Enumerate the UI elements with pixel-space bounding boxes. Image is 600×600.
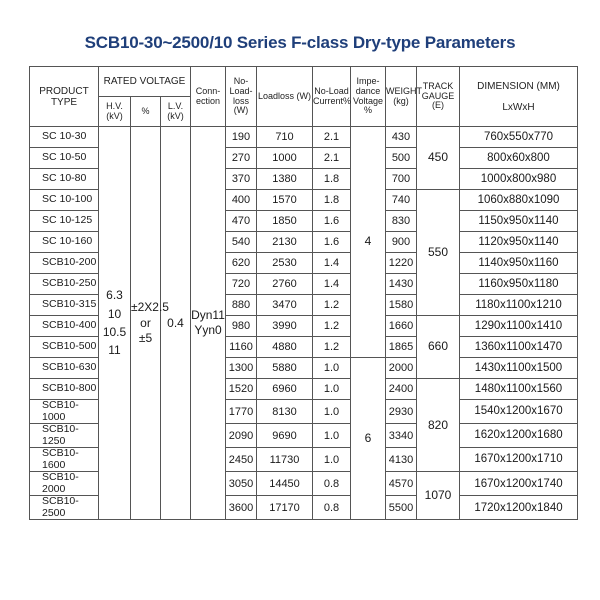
cell-dimension: 1180x1100x1210 (460, 295, 578, 316)
header-track-gauge: TRACK GAUGE (E) (417, 67, 460, 127)
cell-loadloss: 1570 (257, 190, 313, 211)
cell-noload-loss: 2450 (226, 448, 257, 472)
pct-value: ±2X2.5 (131, 300, 169, 315)
cell-noload-loss: 1770 (226, 400, 257, 424)
cell-dimension: 1360x1100x1470 (460, 337, 578, 358)
cell-loadloss: 14450 (257, 472, 313, 496)
header-connection: Conn- ection (191, 67, 226, 127)
cell-loadloss: 5880 (257, 358, 313, 379)
cell-weight: 5500 (386, 496, 417, 520)
header-lv: L.V. (kV) (161, 97, 191, 127)
cell-noload-current: 1.2 (313, 295, 351, 316)
cell-weight: 500 (386, 148, 417, 169)
header-noload-loss: No- Load- loss (W) (226, 67, 257, 127)
cell-track-gauge: 1070 (417, 472, 460, 520)
cell-noload-loss: 370 (226, 169, 257, 190)
cell-dimension: 1160x950x1180 (460, 274, 578, 295)
cell-noload-loss: 720 (226, 274, 257, 295)
cell-weight: 700 (386, 169, 417, 190)
cell-lv: 0.4 (161, 127, 191, 520)
cell-product-type: SCB10-200 (30, 253, 99, 274)
cell-noload-loss: 270 (226, 148, 257, 169)
cell-noload-current: 2.1 (313, 127, 351, 148)
cell-dimension: 1540x1200x1670 (460, 400, 578, 424)
cell-dimension: 1120x950x1140 (460, 232, 578, 253)
header-rated-voltage: RATED VOLTAGE (99, 67, 191, 97)
cell-loadloss: 9690 (257, 424, 313, 448)
cell-noload-loss: 880 (226, 295, 257, 316)
cell-weight: 2000 (386, 358, 417, 379)
cell-dimension: 760x550x770 (460, 127, 578, 148)
cell-product-type: SCB10-1250 (30, 424, 99, 448)
header-impedance: Impe- dance Voltage % (351, 67, 386, 127)
cell-noload-loss: 1160 (226, 337, 257, 358)
cell-product-type: SCB10-400 (30, 316, 99, 337)
cell-track-gauge: 550 (417, 190, 460, 316)
cell-weight: 740 (386, 190, 417, 211)
cell-noload-loss: 620 (226, 253, 257, 274)
cell-dimension: 1620x1200x1680 (460, 424, 578, 448)
cell-dimension: 1670x1200x1710 (460, 448, 578, 472)
header-dimension-sub: LxWxH (502, 101, 535, 113)
cell-dimension: 1670x1200x1740 (460, 472, 578, 496)
cell-loadloss: 1850 (257, 211, 313, 232)
cell-noload-loss: 190 (226, 127, 257, 148)
pct-value: or (140, 315, 151, 330)
cell-noload-loss: 3050 (226, 472, 257, 496)
cell-product-type: SCB10-500 (30, 337, 99, 358)
cell-noload-loss: 540 (226, 232, 257, 253)
cell-dimension: 1480x1100x1560 (460, 379, 578, 400)
cell-weight: 2400 (386, 379, 417, 400)
cell-noload-current: 1.0 (313, 358, 351, 379)
cell-product-type: SC 10-160 (30, 232, 99, 253)
cell-noload-loss: 400 (226, 190, 257, 211)
connection-value: Dyn11 (191, 308, 225, 323)
header-product-type: PRODUCT TYPE (30, 67, 99, 127)
hv-value: 11 (108, 342, 121, 357)
cell-weight: 830 (386, 211, 417, 232)
cell-loadloss: 6960 (257, 379, 313, 400)
cell-noload-current: 0.8 (313, 472, 351, 496)
cell-noload-loss: 2090 (226, 424, 257, 448)
cell-connection (191, 127, 226, 520)
cell-loadloss: 3470 (257, 295, 313, 316)
cell-weight: 1220 (386, 253, 417, 274)
cell-dimension: 1140x950x1160 (460, 253, 578, 274)
cell-noload-current: 1.2 (313, 337, 351, 358)
cell-weight: 1430 (386, 274, 417, 295)
cell-dimension: 1060x880x1090 (460, 190, 578, 211)
cell-pct (131, 127, 169, 520)
hv-value: 10.5 (102, 324, 127, 339)
header-dimension (460, 67, 578, 127)
cell-product-type: SCB10-800 (30, 379, 99, 400)
cell-noload-current: 1.4 (313, 274, 351, 295)
cell-noload-current: 1.0 (313, 400, 351, 424)
cell-noload-current: 1.0 (313, 448, 351, 472)
cell-track-gauge: 660 (417, 316, 460, 379)
cell-loadloss: 1000 (257, 148, 313, 169)
cell-noload-current: 1.6 (313, 211, 351, 232)
cell-product-type: SC 10-100 (30, 190, 99, 211)
cell-noload-current: 1.6 (313, 232, 351, 253)
cell-product-type: SCB10-250 (30, 274, 99, 295)
cell-product-type: SCB10-1600 (30, 448, 99, 472)
cell-noload-current: 1.0 (313, 379, 351, 400)
hv-value: 10 (107, 306, 122, 321)
cell-loadloss: 1380 (257, 169, 313, 190)
cell-weight: 4570 (386, 472, 417, 496)
cell-dimension: 1150x950x1140 (460, 211, 578, 232)
cell-hv (99, 127, 131, 520)
cell-weight: 900 (386, 232, 417, 253)
cell-product-type: SC 10-125 (30, 211, 99, 232)
cell-product-type: SC 10-80 (30, 169, 99, 190)
cell-noload-loss: 470 (226, 211, 257, 232)
cell-loadloss: 11730 (257, 448, 313, 472)
cell-product-type: SC 10-50 (30, 148, 99, 169)
cell-weight: 1865 (386, 337, 417, 358)
cell-loadloss: 710 (257, 127, 313, 148)
cell-track-gauge: 450 (417, 127, 460, 190)
table-row (30, 127, 578, 148)
cell-product-type: SCB10-630 (30, 358, 99, 379)
header-pct: % (131, 97, 161, 127)
cell-loadloss: 8130 (257, 400, 313, 424)
cell-product-type: SCB10-315 (30, 295, 99, 316)
header-weight: WEIGHT (kg) (386, 67, 417, 127)
cell-noload-current: 2.1 (313, 148, 351, 169)
cell-product-type: SCB10-2000 (30, 472, 99, 496)
cell-dimension: 800x60x800 (460, 148, 578, 169)
header-loadloss: Loadloss (W) (257, 67, 313, 127)
cell-loadloss: 2530 (257, 253, 313, 274)
cell-dimension: 1430x1100x1500 (460, 358, 578, 379)
cell-noload-loss: 1300 (226, 358, 257, 379)
cell-loadloss: 17170 (257, 496, 313, 520)
cell-weight: 430 (386, 127, 417, 148)
hv-value: 6.3 (106, 288, 123, 303)
cell-track-gauge: 820 (417, 379, 460, 472)
cell-loadloss: 2130 (257, 232, 313, 253)
header-hv: H.V. (kV) (99, 97, 131, 127)
cell-impedance: 4 (351, 127, 386, 358)
cell-noload-loss: 3600 (226, 496, 257, 520)
pct-value: ±5 (138, 330, 153, 345)
cell-dimension: 1000x800x980 (460, 169, 578, 190)
cell-impedance: 6 (351, 358, 386, 520)
cell-weight: 3340 (386, 424, 417, 448)
cell-noload-current: 0.8 (313, 496, 351, 520)
cell-noload-current: 1.4 (313, 253, 351, 274)
cell-weight: 1660 (386, 316, 417, 337)
cell-noload-current: 1.0 (313, 424, 351, 448)
cell-product-type: SCB10-2500 (30, 496, 99, 520)
cell-noload-current: 1.2 (313, 316, 351, 337)
cell-weight: 4130 (386, 448, 417, 472)
cell-loadloss: 2760 (257, 274, 313, 295)
page-title: SCB10-30~2500/10 Series F-class Dry-type Parameters (84, 33, 516, 52)
cell-dimension: 1720x1200x1840 (460, 496, 578, 520)
cell-noload-loss: 1520 (226, 379, 257, 400)
cell-product-type: SCB10-1000 (30, 400, 99, 424)
parameters-table (29, 66, 578, 520)
header-noload-current: No-Load Current% (313, 67, 351, 127)
connection-value: Yyn0 (194, 323, 222, 338)
header-dimension-label: DIMENSION (MM) (477, 80, 560, 92)
cell-noload-loss: 980 (226, 316, 257, 337)
cell-loadloss: 4880 (257, 337, 313, 358)
cell-noload-current: 1.8 (313, 169, 351, 190)
cell-noload-current: 1.8 (313, 190, 351, 211)
cell-weight: 1580 (386, 295, 417, 316)
cell-weight: 2930 (386, 400, 417, 424)
cell-dimension: 1290x1100x1410 (460, 316, 578, 337)
cell-product-type: SC 10-30 (30, 127, 99, 148)
cell-loadloss: 3990 (257, 316, 313, 337)
